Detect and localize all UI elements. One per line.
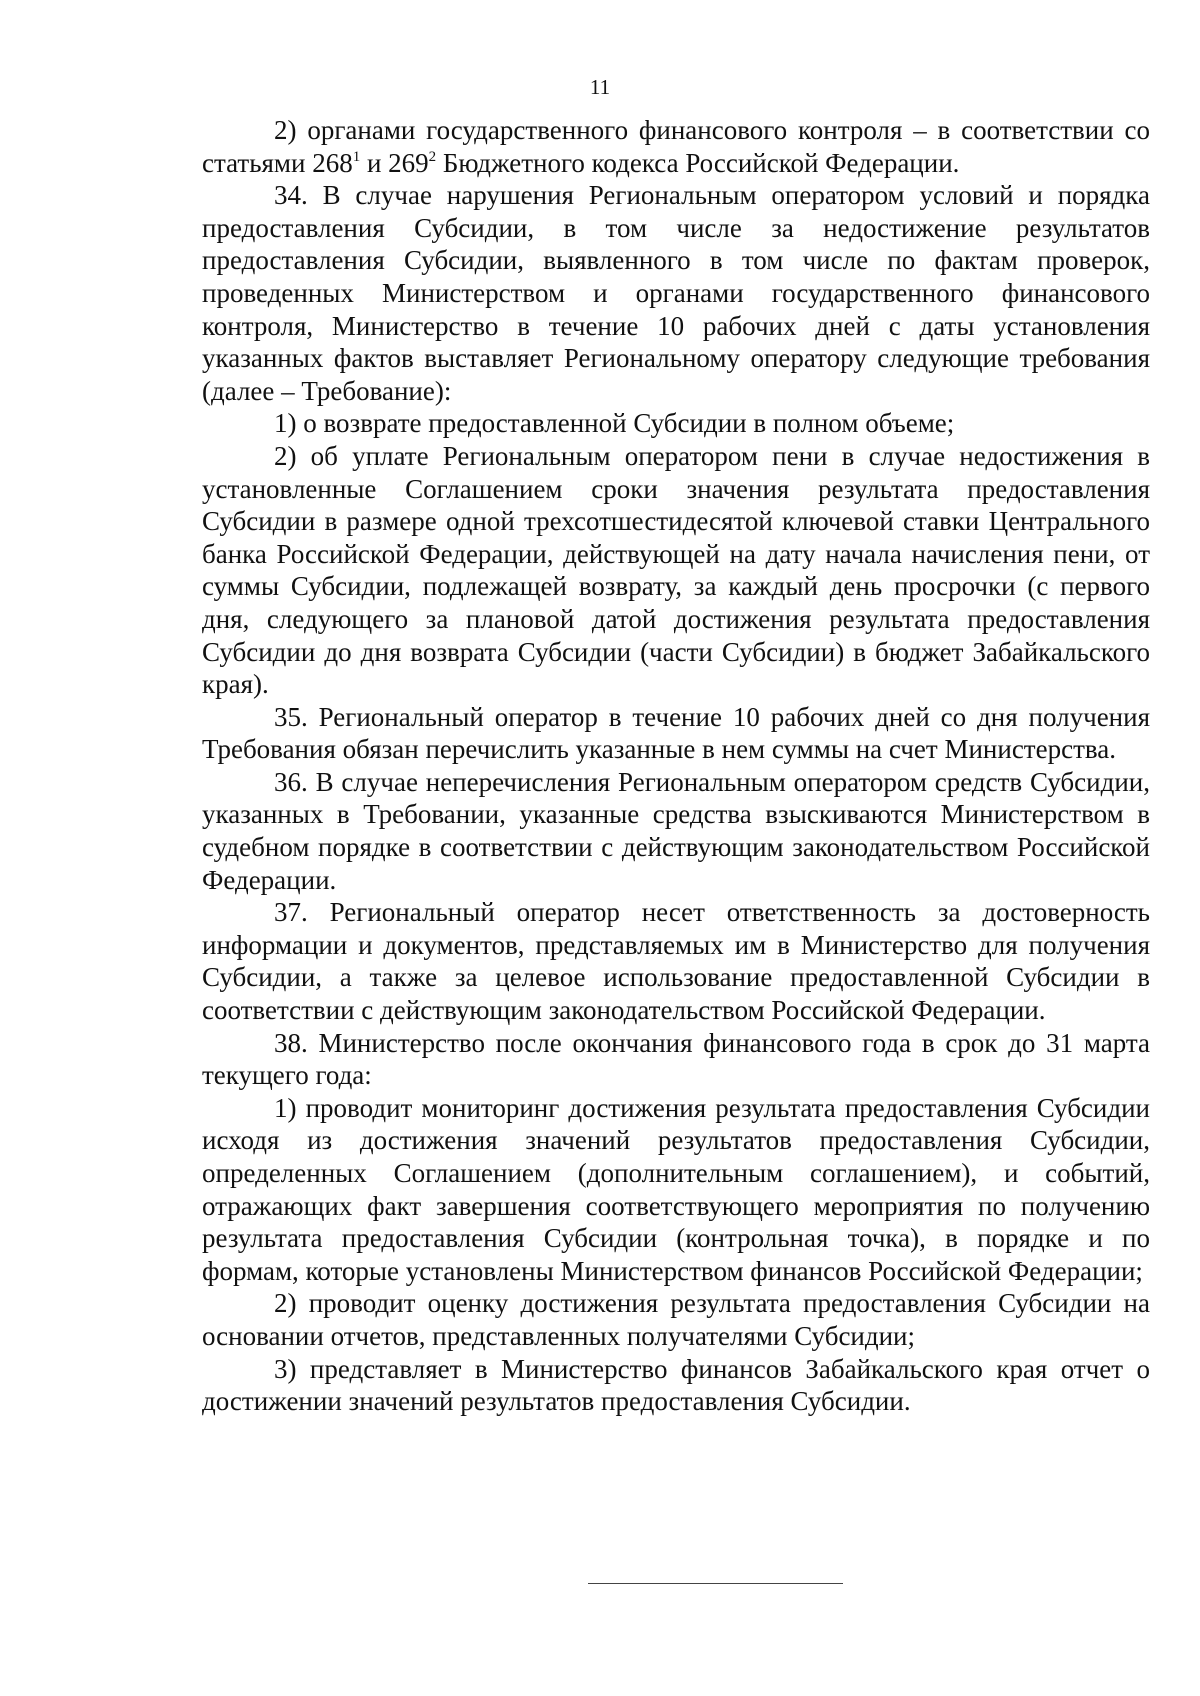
paragraph-text: Бюджетного кодекса Российской Федерации. <box>436 147 960 178</box>
paragraph-37: 37. Региональный оператор несет ответственность за достоверность информации и документов, представляемых им в Министерство для получения Субсидии, а также за целевое использование предоставленной Субсидии в соответствии с действующим законодательством Российской Федерации. <box>202 897 1150 1026</box>
paragraph-38-2: 2) проводит оценку достижения результата предоставления Субсидии на основании отчетов, представленных получателями Субсидии; <box>202 1288 1150 1351</box>
superscript-2: 2 <box>428 148 437 165</box>
paragraph-text: и 269 <box>360 147 429 178</box>
superscript-1: 1 <box>352 148 361 165</box>
paragraph-34: 34. В случае нарушения Региональным оператором условий и порядка предоставления Субсидии, в том числе за недостижение результатов предоставления Субсидии, выявленного в том числе по фактам проверок, проведенных Министерством и органами государственного финансового контроля, Министерство в течение 10 рабочих дней с даты установления указанных фактов выставляет Региональному оператору следующие требования (далее – Требование): <box>202 180 1150 406</box>
paragraph-36: 36. В случае неперечисления Региональным оператором средств Субсидии, указанных в Требовании, указанные средства взыскиваются Министерством в судебном порядке в соответствии с действующим законодательством Российской Федерации. <box>202 766 1150 895</box>
document-body <box>202 114 1150 1418</box>
paragraph-34-2: 2) об уплате Региональным оператором пени в случае недостижения в установленные Соглашением сроки значения результата предоставления Субсидии в размере одной трехсотшестидесятой ключевой ставки Центрального банка Российской Федерации, действующей на дату начала начисления пени, от суммы Субсидии, подлежащей возврату, за каждый день просрочки (с первого дня, следующего за плановой датой достижения результата предоставления Субсидии до дня возврата Субсидии (части Субсидии) в бюджет Забайкальского края). <box>202 440 1150 700</box>
paragraph-35: 35. Региональный оператор в течение 10 рабочих дней со дня получения Требования обязан перечислить указанные в нем суммы на счет Министерства. <box>202 701 1150 765</box>
page-number: 11 <box>589 75 611 99</box>
end-of-text-rule <box>588 1583 843 1584</box>
paragraph-38-3: 3) представляет в Министерство финансов Забайкальского края отчет о достижении значений результатов предоставления Субсидии. <box>202 1353 1150 1417</box>
paragraph-33-2 <box>202 114 1150 179</box>
paragraph-text: 2) органами государственного финансового контроля – в соответствии со статьями 268 <box>202 115 1150 178</box>
paragraph-38-1: 1) проводит мониторинг достижения результата предоставления Субсидии исходя из достижения значений результатов предоставления Субсидии, определенных Соглашением (дополнительным соглашением), и событий, отражающих факт завершения соответствующего мероприятия по получению результата предоставления Субсидии (контрольная точка), в порядке и по формам, которые установлены Министерством финансов Российской Федерации; <box>202 1092 1150 1286</box>
paragraph-34-1: 1) о возврате предоставленной Субсидии в полном объеме; <box>274 408 955 439</box>
paragraph-38: 38. Министерство после окончания финансового года в срок до 31 марта текущего года: <box>202 1027 1150 1091</box>
